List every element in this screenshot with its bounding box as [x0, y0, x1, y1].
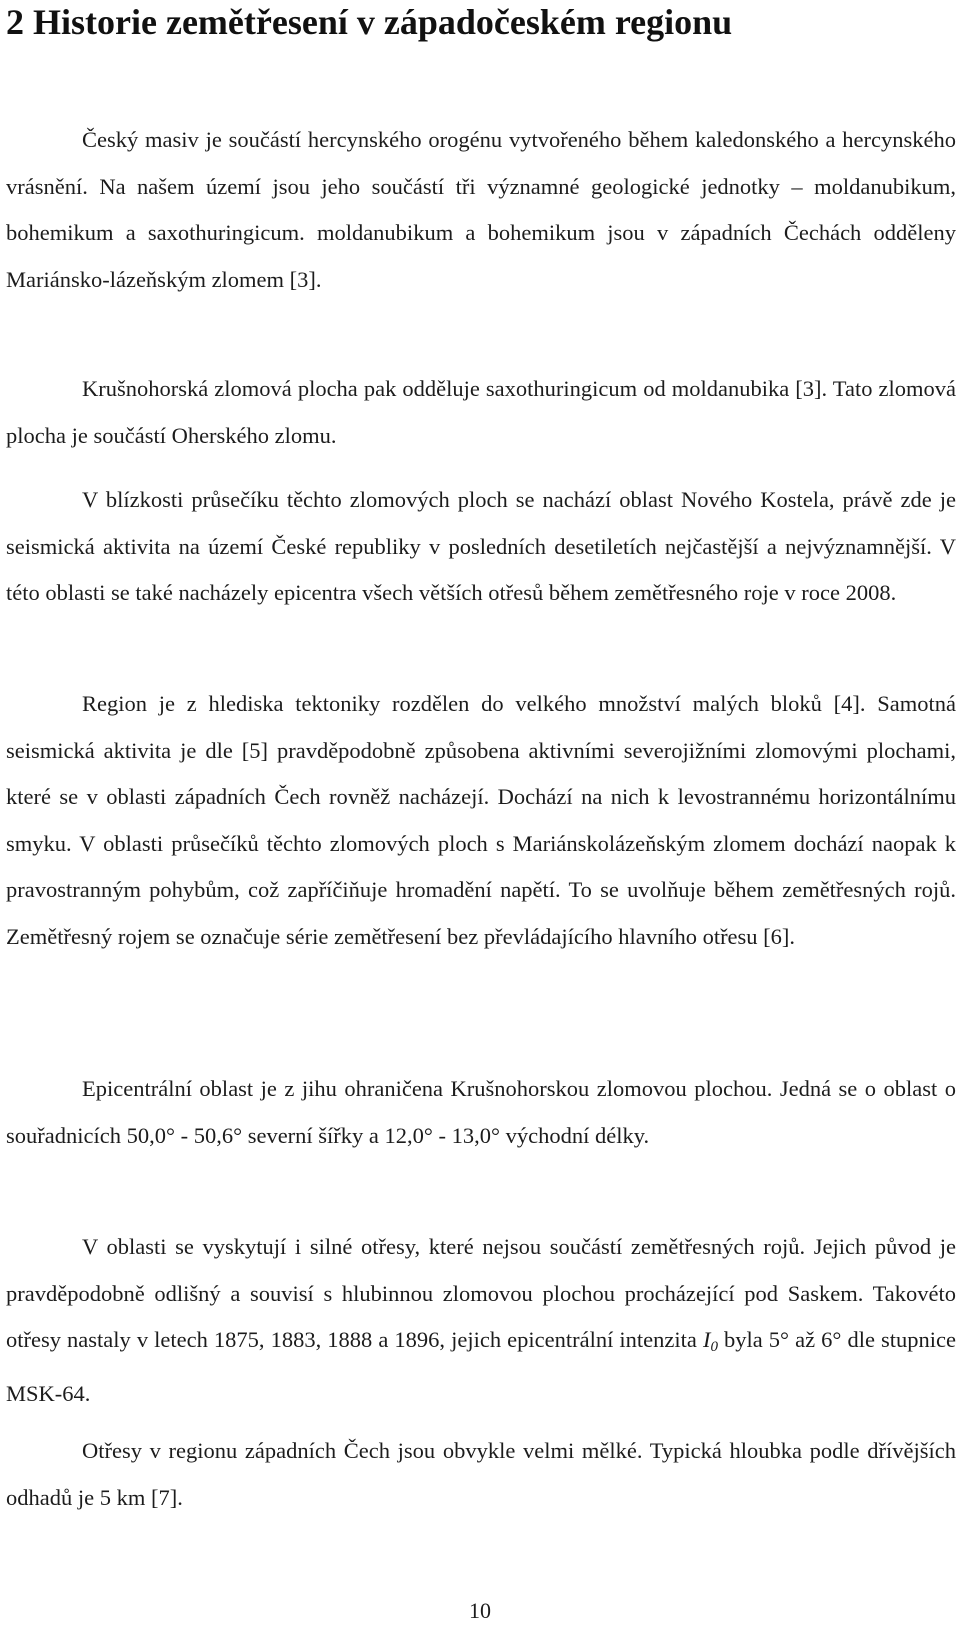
- paragraph-krusnohorska-fault: Krušnohorská zlomová plocha pak odděluje saxothuringicum od moldanubika [3]. Tato zlomová plocha je součástí Oherského zlomu.: [6, 376, 956, 448]
- paragraph-epicentral-area: Epicentrální oblast je z jihu ohraničena Krušnohorskou zlomovou plochou. Jedná se o oblast o souřadnicích 50,0° - 50,6° severní šířky a 12,0° - 13,0° východní délky.: [6, 1076, 956, 1148]
- intensity-symbol: I: [702, 1327, 711, 1352]
- page-number: 10: [469, 1598, 491, 1623]
- section-heading: 2 Historie zemětřesení v západočeském regionu: [6, 2, 733, 42]
- paragraph-strong-shocks: [6, 1224, 956, 1417]
- paragraph-strong-shocks-text: V oblasti se vyskytují i silné otřesy, které nejsou součástí zemětřesných rojů. Jejich původ je pravděpodobně odlišný a souvisí s hlubinnou zlomovou plochou procházející pod Saskem. Takovéto otřesy nastaly v letech 1875, 1883, 1888 a 1896, jejich epicentrální intenzita: [6, 1234, 956, 1352]
- intensity-subscript: 0: [710, 1339, 718, 1355]
- paragraph-novy-kostel: V blízkosti průsečíku těchto zlomových ploch se nachází oblast Nového Kostela, právě zde je seismická aktivita na území České republiky v posledních desetiletích nejčastější a nejvýznamnější. V této oblasti se také nacházely epicentra všech větších otřesů během zemětřesného roje v roce 2008.: [6, 487, 956, 605]
- paragraph-strong-shocks-tail: byla 5° až 6° dle stupnice MSK-64.: [6, 1327, 956, 1406]
- paragraph-tectonics: Region je z hlediska tektoniky rozdělen do velkého množství malých bloků [4]. Samotná seismická aktivita je dle [5] pravděpodobně způsobena aktivními severojižními zlomovými plochami, které se v oblasti západních Čech rovněž nacházejí. Dochází na nich k levostrannému horizontálnímu smyku. V oblasti průsečíků těchto zlomových ploch s Mariánskolázeňským zlomem dochází naopak k pravostranným pohybům, což zapříčiňuje hromadění napětí. To se uvolňuje během zemětřesných rojů. Zemětřesný rojem se označuje série zemětřesení bez převládajícího hlavního otřesu [6].: [6, 691, 956, 949]
- paragraph-shallow-shocks: Otřesy v regionu západních Čech jsou obvykle velmi mělké. Typická hloubka podle dřívějších odhadů je 5 km [7].: [6, 1438, 956, 1510]
- paragraph-bohemian-massif: Český masiv je součástí hercynského orogénu vytvořeného během kaledonského a hercynského vrásnění. Na našem území jsou jeho součástí tři významné geologické jednotky – moldanubikum, bohemikum a saxothuringicum. moldanubikum a bohemikum jsou v západních Čechách odděleny Mariánsko-lázeňským zlomem [3].: [6, 127, 956, 292]
